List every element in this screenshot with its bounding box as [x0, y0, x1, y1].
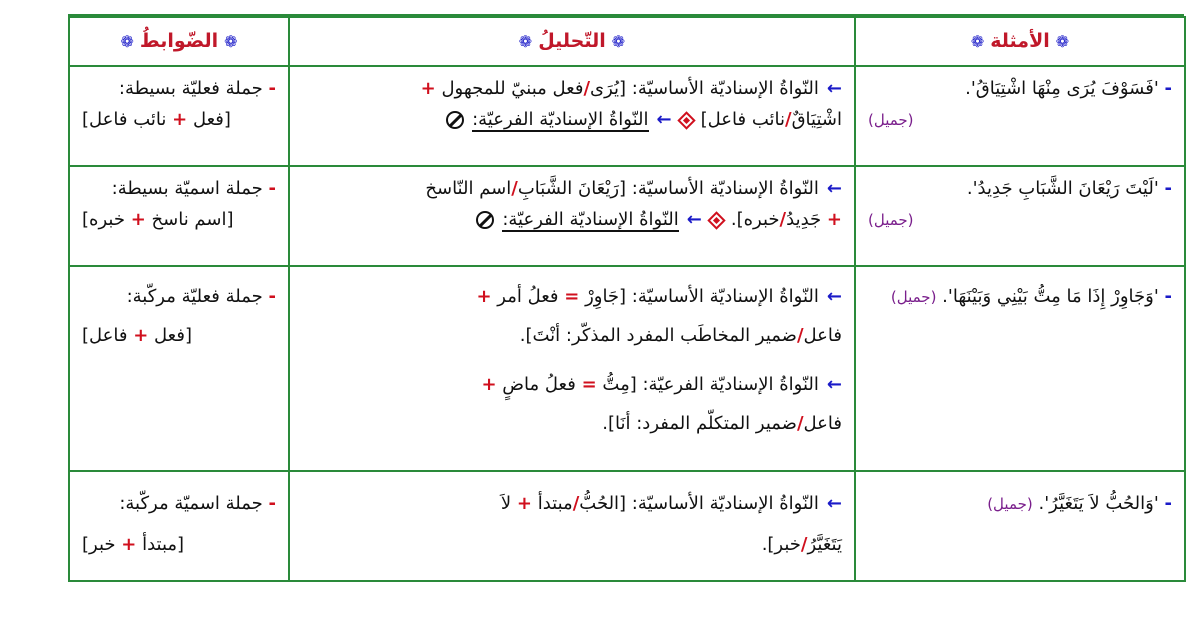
arrow-left-icon: ←	[656, 109, 672, 130]
rule-cell: - جملة فعليّة مركّبة: [فعل + فاعل]	[69, 266, 289, 471]
example-cell: - 'وَالحُبُّ لاَ يَتَغَيَّرُ'. (جميل)	[855, 471, 1185, 581]
poet-name: (جميل)	[868, 111, 914, 129]
table-row	[69, 471, 1185, 581]
analysis-cell: ←النّواةُ الإسناديّة الأساسيّة: [جَاوِرْ = فعلُ أمر + فاعل/ضمير المخاطَب المفرد المذكّر: أنْتَ]. ←النّواةُ الإسناديّة الفرعيّة: [مِتُّ = فعلُ ماضٍ + فاعل/ضمير المتكلّم المفرد: أنَا].	[289, 266, 855, 471]
table-row	[69, 166, 1185, 266]
example-cell: - 'لَيْتَ رَيْعَانَ الشَّبَابِ جَدِيدُ'. (جميل)	[855, 166, 1185, 266]
table-row	[69, 66, 1185, 166]
analysis-table	[68, 16, 1186, 582]
arrow-left-icon: ←	[826, 178, 842, 199]
poet-name: (جميل)	[890, 288, 937, 306]
flower-icon: ❁	[518, 32, 533, 51]
rule-cell: - جملة اسميّة مركّبة: [مبتدأ + خبر]	[69, 471, 289, 581]
col-header-rules: ❁الضّوابطُ❁	[69, 17, 289, 66]
no-sign-icon	[476, 211, 494, 229]
header-row	[69, 17, 1185, 66]
poet-name: (جميل)	[868, 211, 914, 229]
arrow-left-icon: ←	[686, 209, 702, 230]
analysis-cell: ←النّواةُ الإسناديّة الأساسيّة: [يُرَى/فعل مبنيّ للمجهول + اشْتِيَاقٌ/نائب فاعل]←النّواةُ الإسناديّة الفرعيّة:	[289, 66, 855, 166]
arrow-left-icon: ←	[826, 286, 842, 307]
diamond-icon	[707, 211, 725, 229]
rule-cell: - جملة اسميّة بسيطة: [اسم ناسخ + خبره]	[69, 166, 289, 266]
flower-icon: ❁	[120, 32, 134, 51]
rule-cell: - جملة فعليّة بسيطة: [فعل + نائب فاعل]	[69, 66, 289, 166]
poet-name: (جميل)	[987, 495, 1033, 513]
example-quote: 'وَجَاوِرْ إِذَا مَا مِتُّ بَيْنِي وَبَيْنَهَا'.	[942, 286, 1159, 307]
analysis-cell: ←النّواةُ الإسناديّة الأساسيّة: [الحُبُّ/مبتدأ + لاَ يَتَغَيَّرُ/خبر].	[289, 471, 855, 581]
arrow-left-icon: ←	[826, 493, 842, 514]
example-quote: 'وَالحُبُّ لاَ يَتَغَيَّرُ'.	[1038, 493, 1159, 514]
no-sign-icon	[446, 111, 464, 129]
arrow-left-icon: ←	[826, 374, 842, 395]
col-header-examples: ❁الأمثلة❁	[855, 17, 1185, 66]
example-cell: - 'وَجَاوِرْ إِذَا مَا مِتُّ بَيْنِي وَبَيْنَهَا'. (جميل)	[855, 266, 1185, 471]
flower-icon: ❁	[611, 32, 626, 51]
arrow-left-icon: ←	[826, 78, 842, 99]
analysis-cell: ←النّواةُ الإسناديّة الأساسيّة: [رَيْعَانَ الشَّبَابِ/اسم النّاسخ + جَدِيدُ/خبره].←النّواةُ الإسناديّة الفرعيّة:	[289, 166, 855, 266]
flower-icon: ❁	[1055, 32, 1070, 51]
flower-icon: ❁	[970, 32, 985, 51]
flower-icon: ❁	[224, 32, 238, 51]
diamond-icon	[677, 111, 695, 129]
example-cell: - 'فَسَوْفَ يُرَى مِنْهَا اشْتِيَاقُ'. (جميل)	[855, 66, 1185, 166]
col-header-analysis: ❁التّحليلُ❁	[289, 17, 855, 66]
example-quote: 'فَسَوْفَ يُرَى مِنْهَا اشْتِيَاقُ'.	[965, 78, 1159, 99]
table-row	[69, 266, 1185, 471]
top-strip	[68, 0, 1184, 16]
example-quote: 'لَيْتَ رَيْعَانَ الشَّبَابِ جَدِيدُ'.	[966, 178, 1159, 199]
